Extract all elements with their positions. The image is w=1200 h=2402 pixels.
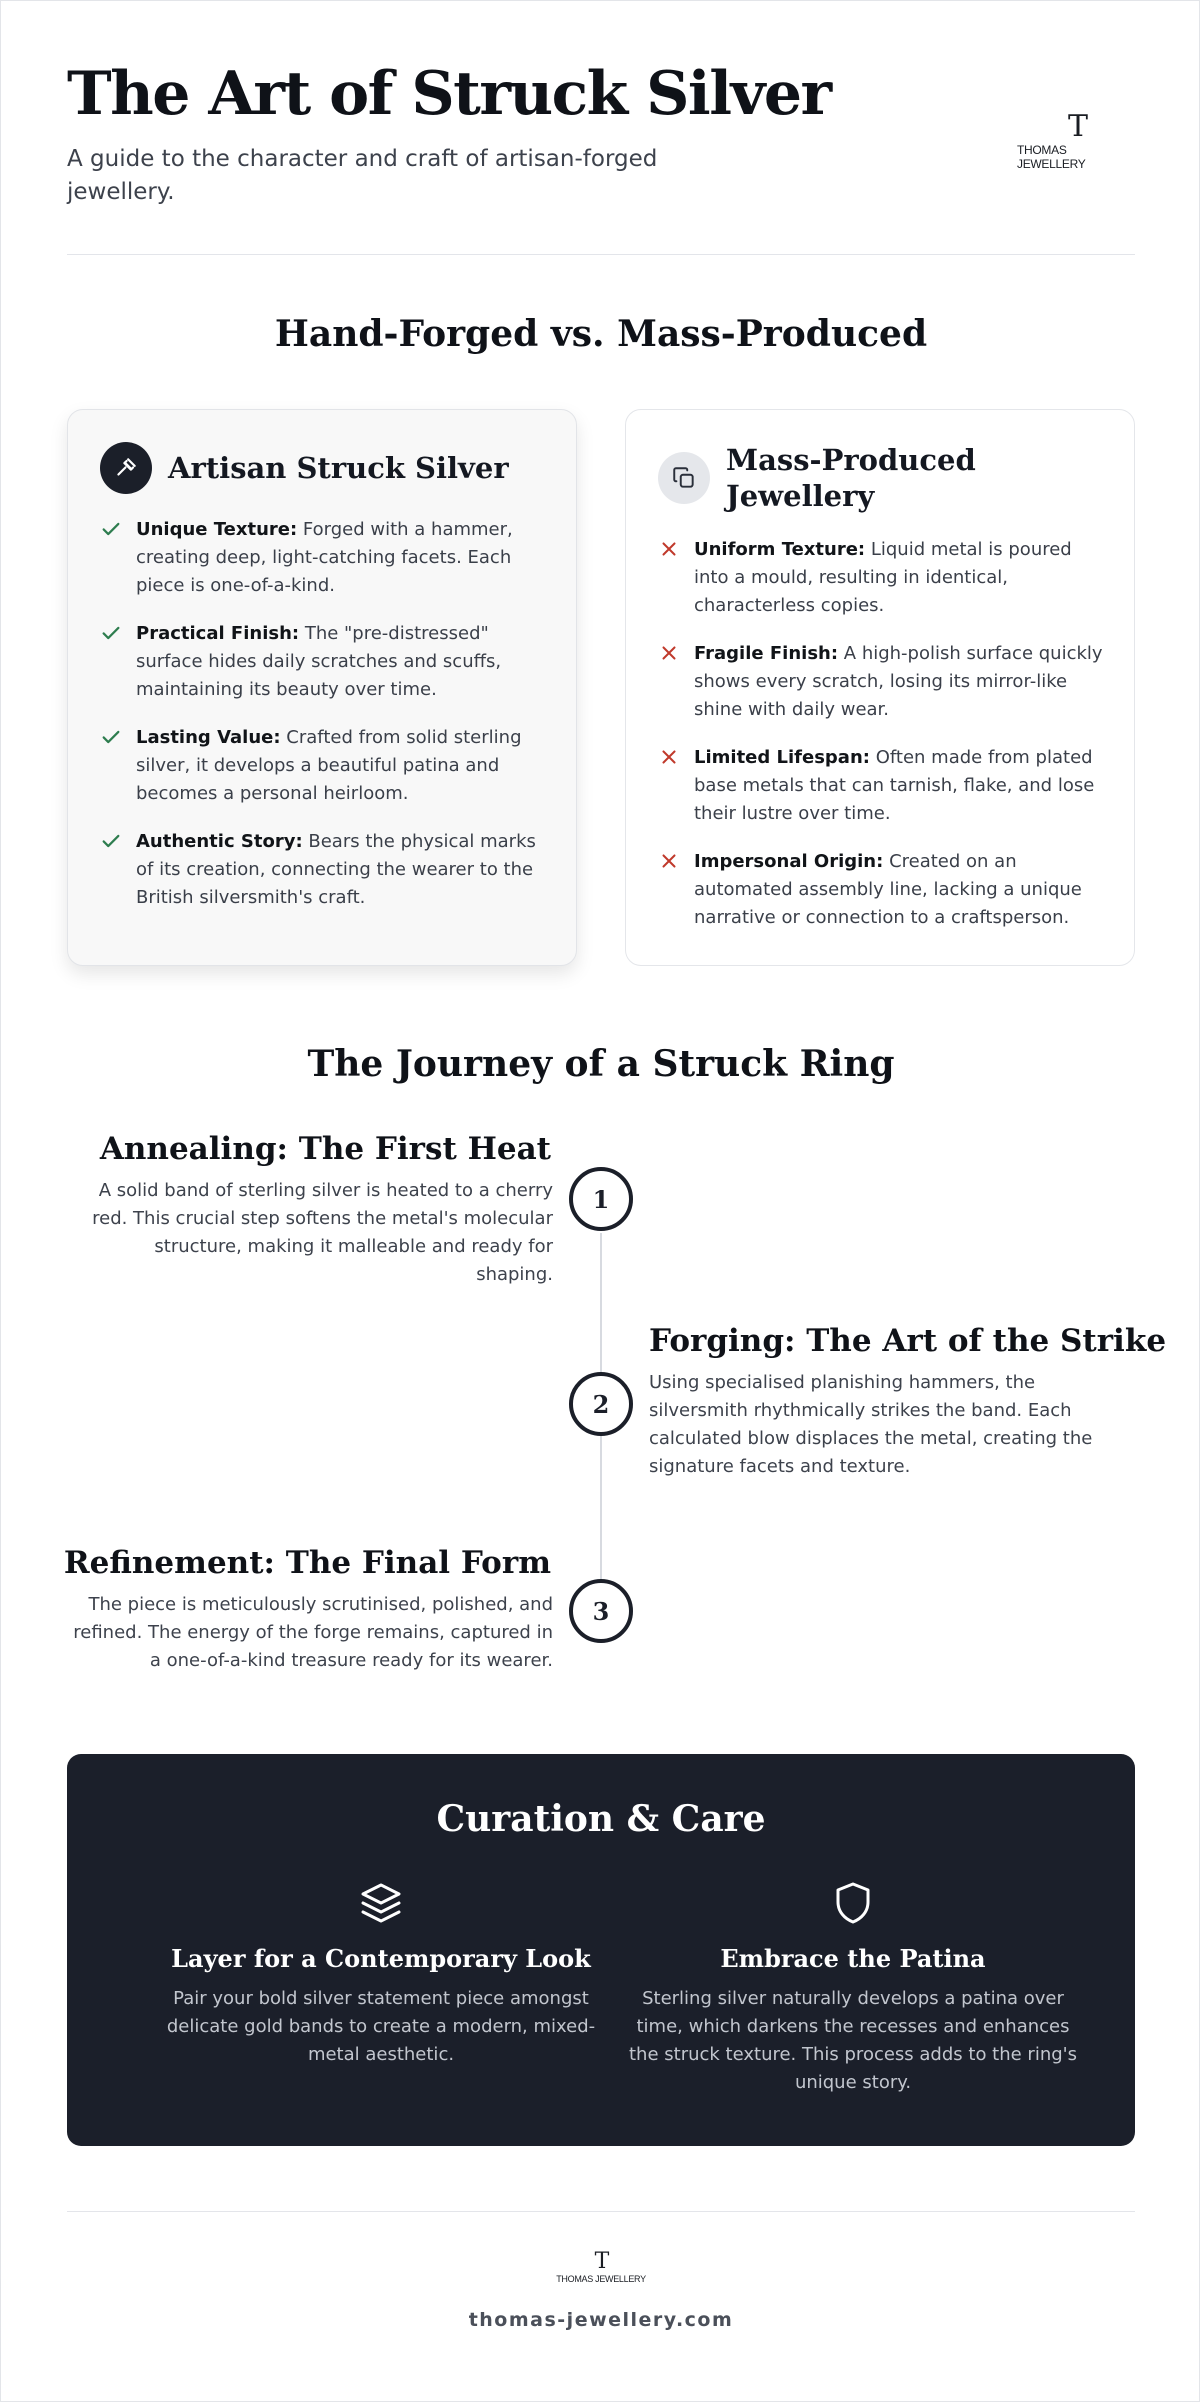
list-item (100, 620, 548, 704)
care-item-title: Layer for a Contemporary Look (171, 1944, 591, 1973)
feature-text: Bears the physical marks of its creation, connecting the wearer to the British silversmith's craft. (136, 831, 536, 908)
artisan-feature-list (100, 516, 548, 932)
care-item-text: Sterling silver naturally develops a patina over time, which darkens the recesses and enhances the struck texture. This process adds to the ring's unique story. (629, 1988, 1077, 2093)
step-2-marker: 2 (569, 1372, 633, 1436)
step-1-text: A solid band of sterling silver is heated to a cherry red. This crucial step softens the metal's molecular structure, making it malleable and ready for shaping. (92, 1180, 553, 1285)
list-item (658, 640, 1106, 724)
feature-label: Practical Finish: (136, 623, 300, 644)
page-title: The Art of Struck Silver (67, 59, 831, 129)
feature-text: The "pre-distressed" surface hides daily scratches and scuffs, maintaining its beauty over time. (136, 623, 502, 700)
logo-wordmark: THOMAS JEWELLERY (556, 2274, 646, 2284)
page-subtitle: A guide to the character and craft of artisan-forged jewellery. (67, 146, 658, 205)
logo-mark: T (1067, 109, 1086, 144)
feature-label: Fragile Finish: (694, 643, 839, 664)
layers-icon (357, 1879, 405, 1927)
check-icon (100, 830, 122, 852)
step-3-marker: 3 (569, 1579, 633, 1643)
care-heading: Curation & Care (436, 1798, 766, 1840)
list-item (100, 724, 548, 808)
care-item-title: Embrace the Patina (720, 1944, 986, 1973)
step-1-title: Annealing: The First Heat (99, 1131, 551, 1167)
shield-icon (829, 1879, 877, 1927)
header-divider (67, 254, 1135, 255)
list-item (100, 516, 548, 600)
mass-produced-card (625, 409, 1135, 966)
step-3-text: The piece is meticulously scrutinised, polished, and refined. The energy of the forge remains, captured in a one-of-a-kind treasure ready for its wearer. (73, 1594, 553, 1671)
footer-logo (553, 2249, 649, 2284)
footer-website-link[interactable]: thomas-jewellery.com (468, 2309, 734, 2331)
step-2-text: Using specialised planishing hammers, the silversmith rhythmically strikes the band. Each calculated blow displaces the metal, creating the signature facets and texture. (649, 1372, 1093, 1477)
feature-text: Crafted from solid sterling silver, it develops a beautiful patina and becomes a personal heirloom. (136, 727, 522, 804)
cross-icon (658, 746, 680, 768)
list-item (658, 744, 1106, 828)
logo-mark: T (594, 2249, 608, 2274)
hammer-icon (100, 442, 152, 494)
feature-label: Unique Texture: (136, 519, 298, 540)
footer-divider (67, 2211, 1135, 2212)
check-icon (100, 726, 122, 748)
feature-text: A high-polish surface quickly shows every scratch, losing its mirror-like shine with daily wear. (694, 643, 1103, 720)
step-2-title: Forging: The Art of the Strike (649, 1323, 1167, 1359)
logo-wordmark: THOMAS JEWELLERY (1017, 143, 1086, 171)
feature-text: Created on an automated assembly line, lacking a unique narrative or connection to a craftsperson. (694, 851, 1082, 928)
feature-label: Impersonal Origin: (694, 851, 884, 872)
feature-text: Forged with a hammer, creating deep, light-catching facets. Each piece is one-of-a-kind. (136, 519, 513, 596)
feature-label: Uniform Texture: (694, 539, 866, 560)
cross-icon (658, 538, 680, 560)
care-item-patina (619, 1879, 1087, 2097)
feature-text: Liquid metal is poured into a mould, resulting in identical, characterless copies. (694, 539, 1072, 616)
feature-label: Limited Lifespan: (694, 747, 870, 768)
list-item (100, 828, 548, 912)
feature-label: Lasting Value: (136, 727, 281, 748)
check-icon (100, 622, 122, 644)
care-item-text: Pair your bold silver statement piece amongst delicate gold bands to create a modern, mixed-metal aesthetic. (166, 1988, 596, 2065)
step-1-marker: 1 (569, 1167, 633, 1231)
artisan-card (67, 409, 577, 966)
feature-label: Authentic Story: (136, 831, 303, 852)
mass-feature-list (658, 536, 1106, 952)
step-3-title: Refinement: The Final Form (63, 1545, 551, 1581)
list-item (658, 536, 1106, 620)
mass-card-title: Mass-Produced Jewellery (726, 443, 976, 513)
journey-heading: The Journey of a Struck Ring (307, 1043, 895, 1085)
comparison-heading: Hand-Forged vs. Mass-Produced (274, 313, 928, 355)
brand-logo (1017, 109, 1137, 171)
copy-icon (658, 452, 710, 504)
feature-text: Often made from plated base metals that can tarnish, flake, and lose their lustre over time. (694, 747, 1095, 824)
list-item (658, 848, 1106, 932)
check-icon (100, 518, 122, 540)
care-panel (67, 1754, 1135, 2146)
cross-icon (658, 850, 680, 872)
artisan-card-title: Artisan Struck Silver (168, 451, 509, 485)
care-item-layer (147, 1879, 615, 2069)
cross-icon (658, 642, 680, 664)
